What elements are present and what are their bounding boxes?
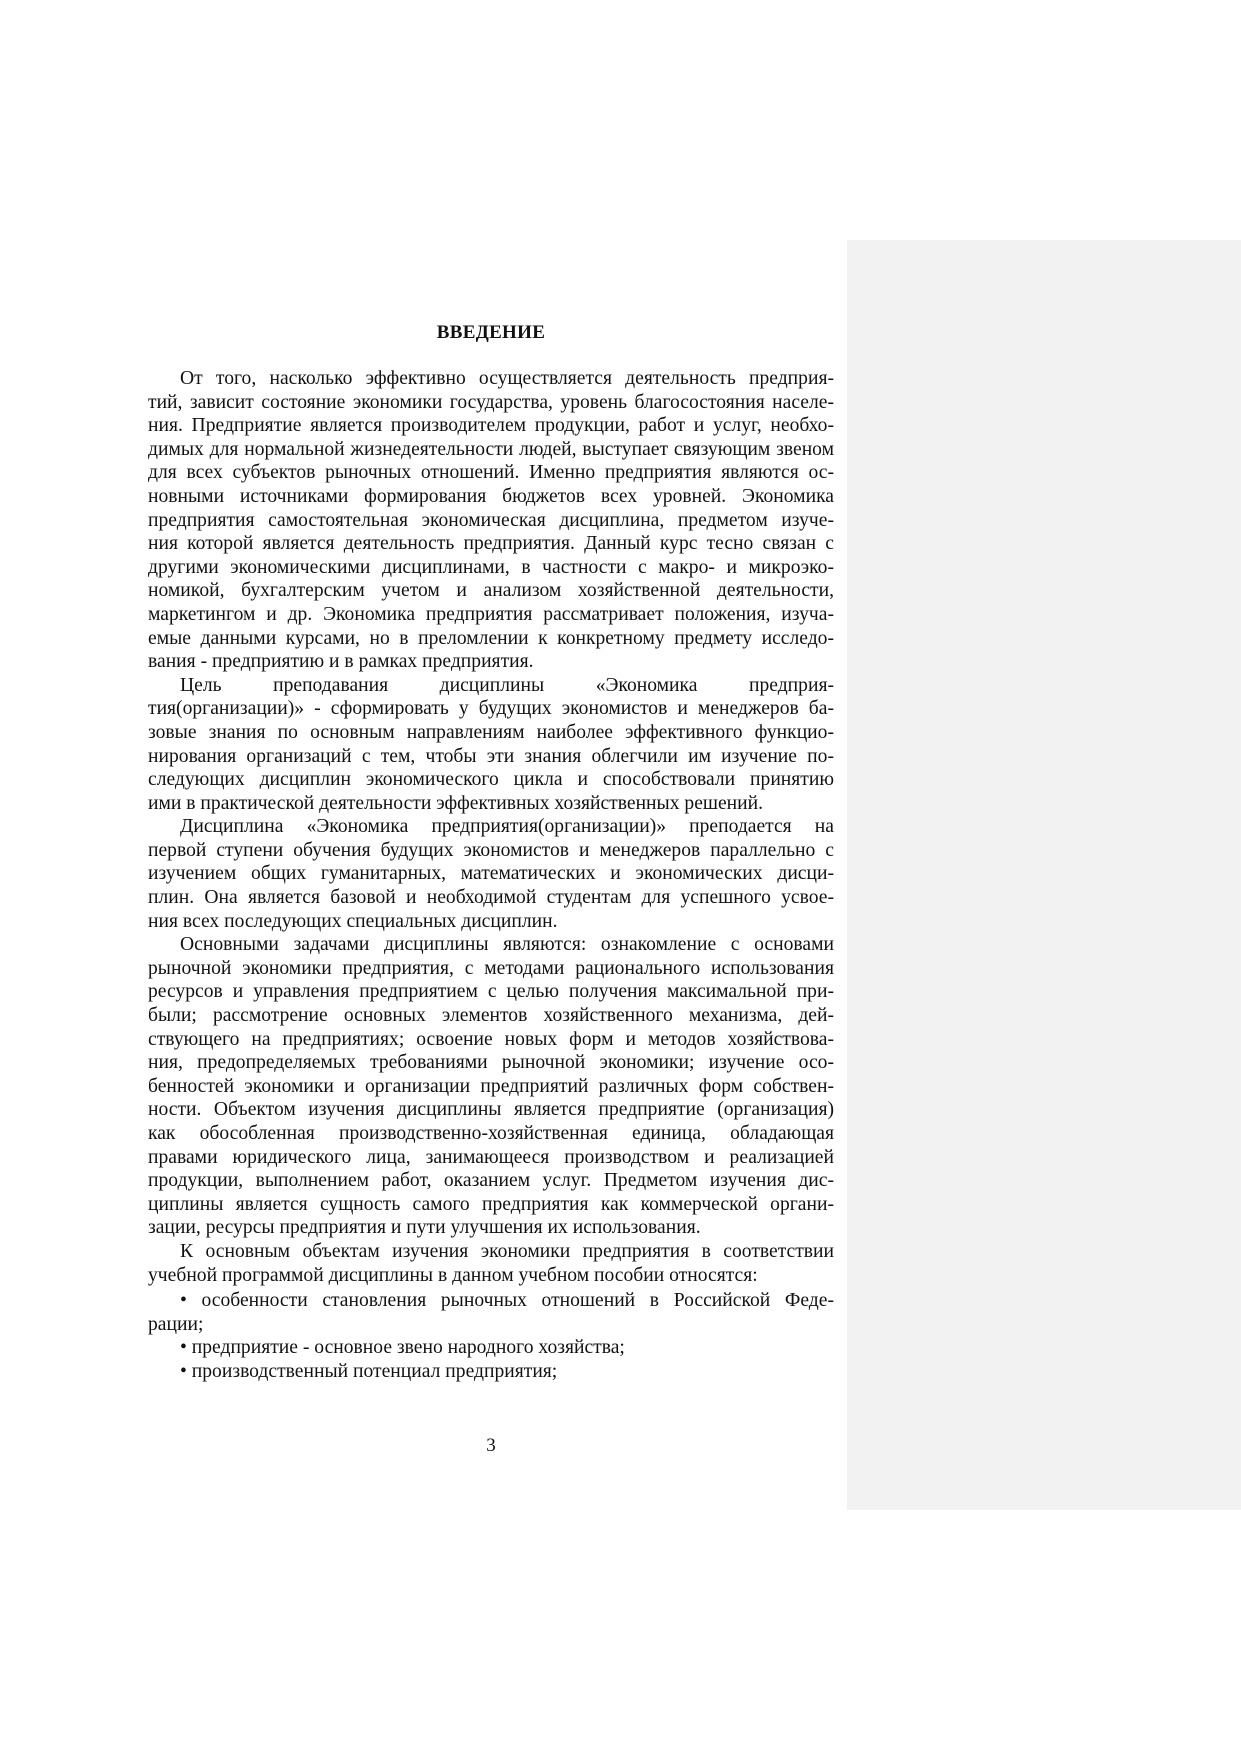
text-line: бенностей экономики и организации предприятий различных форм собствен- xyxy=(148,1075,834,1097)
paragraph xyxy=(148,367,834,674)
text-line: следующих дисциплин экономического цикла и способствовали принятию xyxy=(148,769,834,791)
list-item xyxy=(148,1360,834,1384)
text-line: рыночной экономики предприятия, с методами рационального использования xyxy=(148,957,834,979)
text-line: были; рассмотрение основных элементов хозяйственного механизма, дей- xyxy=(148,1005,834,1027)
text-line: Цель преподавания дисциплины «Экономика предприя- xyxy=(180,674,834,696)
text-line: От того, насколько эффективно осуществляется деятельность предприя- xyxy=(180,368,834,389)
text-line: учебной программой дисциплины в данном учебном пособии относятся: xyxy=(148,1264,758,1286)
list-item-line: • производственный потенциал предприятия; xyxy=(180,1360,558,1382)
page-number: 3 xyxy=(486,1435,496,1456)
paragraph xyxy=(148,674,834,816)
list-item xyxy=(148,1289,834,1336)
paragraph xyxy=(148,1240,834,1287)
text-line: нирования организаций с тем, чтобы эти знания облегчили им изучение по- xyxy=(148,745,834,767)
text-line: ния, предопределяемых требованиями рыночной экономики; изучение осо- xyxy=(148,1052,834,1074)
list-item-line: • особенности становления рыночных отношений в Российской Феде- xyxy=(180,1290,834,1312)
text-line: другими экономическими дисциплинами, в частности с макро- и микроэко- xyxy=(148,556,834,578)
text-line: продукции, выполнением работ, оказанием услуг. Предметом изучения дис- xyxy=(148,1170,834,1192)
text-line: емые данными курсами, но в преломлении к конкретному предмету исследо- xyxy=(148,627,834,649)
text-line: Дисциплина «Экономика предприятия(организации)» преподается на xyxy=(180,816,834,838)
text-line: ими в практической деятельности эффективных хозяйственных решений. xyxy=(148,792,764,814)
text-line: первой ступени обучения будущих экономистов и менеджеров параллельно с xyxy=(148,839,834,861)
text-line: изучением общих гуманитарных, математических и экономических дисци- xyxy=(148,863,834,885)
paragraph xyxy=(148,933,834,1240)
section-title: ВВЕДЕНИЕ xyxy=(436,322,546,343)
comment-pane xyxy=(847,240,1241,1510)
text-line: плин. Она является базовой и необходимой студентам для успешного усвое- xyxy=(148,887,834,909)
list-item xyxy=(148,1336,834,1360)
list-item-line: рации; xyxy=(148,1313,204,1335)
text-line: предприятия самостоятельная экономическая дисциплина, предметом изуче- xyxy=(148,509,834,531)
text-line: для всех субъектов рыночных отношений. Именно предприятия являются ос- xyxy=(148,462,834,484)
text-line: ния всех последующих специальных дисциплин. xyxy=(148,910,558,932)
text-line: как обособленная производственно-хозяйственная единица, обладающая xyxy=(148,1123,834,1144)
text-line: Основными задачами дисциплины являются: ознакомление с основами xyxy=(180,934,834,956)
text-line: ресурсов и управления предприятием с целью получения максимальной при- xyxy=(148,981,834,1003)
text-line: тия(организации)» - сформировать у будущих экономистов и менеджеров ба- xyxy=(148,698,834,720)
text-line: ния. Предприятие является производителем продукции, работ и услуг, необхо- xyxy=(148,415,834,437)
text-line: зовые знания по основным направлениям наиболее эффективного функцио- xyxy=(148,721,834,743)
bullet-list xyxy=(148,1289,834,1383)
text-line: вания - предприятию и в рамках предприятия. xyxy=(148,651,534,673)
text-line: К основным объектам изучения экономики предприятия в соответствии xyxy=(180,1240,834,1262)
text-line: димых для нормальной жизнедеятельности людей, выступает связующим звеном xyxy=(148,438,834,460)
text-line: правами юридического лица, занимающееся производством и реализацией xyxy=(148,1146,834,1168)
text-line: ствующего на предприятиях; освоение новых форм и методов хозяйствова- xyxy=(148,1028,834,1050)
text-line: маркетингом и др. Экономика предприятия рассматривает положения, изуча- xyxy=(148,603,834,625)
page-body xyxy=(148,322,834,1384)
text-line: зации, ресурсы предприятия и пути улучшения их использования. xyxy=(148,1217,701,1239)
text-line: ния которой является деятельность предприятия. Данный курс тесно связан с xyxy=(148,533,834,555)
paragraph xyxy=(148,815,834,933)
text-line: новными источниками формирования бюджетов всех уровней. Экономика xyxy=(148,485,834,507)
text-line: циплины является сущность самого предприятия как коммерческой органи- xyxy=(148,1193,834,1215)
text-line: номикой, бухгалтерским учетом и анализом хозяйственной деятельности, xyxy=(148,580,834,602)
paragraphs xyxy=(148,367,834,1287)
text-line: ности. Объектом изучения дисциплины является предприятие (организация) xyxy=(148,1099,834,1121)
text-line: тий, зависит состояние экономики государства, уровень благосостояния населе- xyxy=(148,391,834,413)
list-item-line: • предприятие - основное звено народного хозяйства; xyxy=(180,1337,625,1359)
